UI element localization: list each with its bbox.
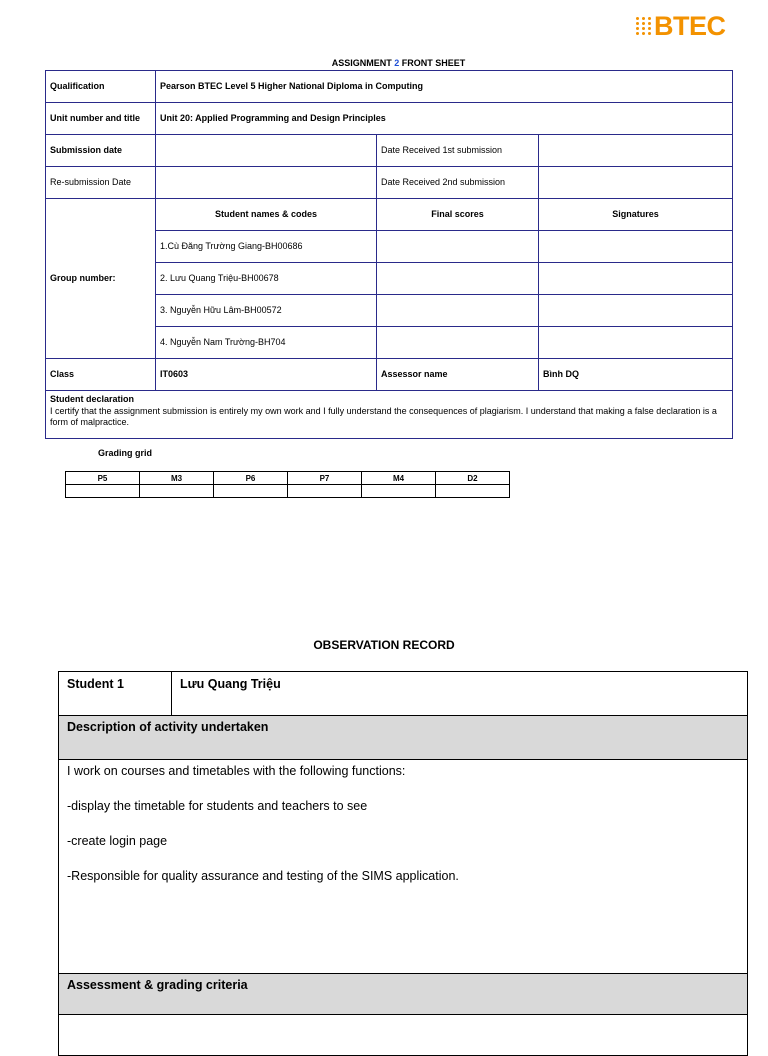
date-received-2-label: Date Received 2nd submission bbox=[377, 167, 539, 199]
grade-criterion: P6 bbox=[214, 472, 288, 485]
activity-label: Description of activity undertaken bbox=[59, 716, 748, 760]
activity-line: -Responsible for quality assurance and testing of the SIMS application. bbox=[67, 869, 459, 883]
student-name: 4. Nguyễn Nam Trường-BH704 bbox=[156, 327, 377, 359]
assessor-label: Assessor name bbox=[377, 359, 539, 391]
front-sheet-title bbox=[0, 58, 768, 68]
title-suffix: FRONT SHEET bbox=[399, 58, 466, 68]
student-score-field[interactable] bbox=[377, 295, 539, 327]
date-received-1-label: Date Received 1st submission bbox=[377, 135, 539, 167]
student-name: 1.Cù Đăng Trường Giang-BH00686 bbox=[156, 231, 377, 263]
btec-logo bbox=[636, 8, 736, 44]
qualification-value: Pearson BTEC Level 5 Higher National Diploma in Computing bbox=[156, 71, 733, 103]
student-signature-field[interactable] bbox=[539, 231, 733, 263]
grade-criterion: D2 bbox=[436, 472, 510, 485]
grading-grid-header-row bbox=[66, 472, 510, 485]
assessor-value: Bình DQ bbox=[539, 359, 733, 391]
student-score-field[interactable] bbox=[377, 231, 539, 263]
student-score-field[interactable] bbox=[377, 327, 539, 359]
signatures-column-header: Signatures bbox=[539, 199, 733, 231]
resubmission-date-label: Re-submission Date bbox=[46, 167, 156, 199]
unit-row bbox=[46, 103, 733, 135]
grade-criterion: M3 bbox=[140, 472, 214, 485]
observation-student-row bbox=[59, 672, 748, 716]
activity-body-row bbox=[59, 760, 748, 974]
activity-line: -display the timetable for students and teachers to see bbox=[67, 799, 368, 813]
declaration-text: I certify that the assignment submission is entirely my own work and I fully understand the consequences of plagiarism. I understand that making a false declaration is a form of malpractice. bbox=[50, 406, 717, 427]
qualification-row bbox=[46, 71, 733, 103]
grade-criterion: P7 bbox=[288, 472, 362, 485]
grade-criterion: M4 bbox=[362, 472, 436, 485]
grading-grid-value-row bbox=[66, 485, 510, 498]
student-signature-field[interactable] bbox=[539, 327, 733, 359]
grade-cell[interactable] bbox=[288, 485, 362, 498]
scores-column-header: Final scores bbox=[377, 199, 539, 231]
resubmission-row bbox=[46, 167, 733, 199]
date-received-1-field[interactable] bbox=[539, 135, 733, 167]
grade-cell[interactable] bbox=[66, 485, 140, 498]
class-value: IT0603 bbox=[156, 359, 377, 391]
logo-dots-icon bbox=[636, 17, 652, 35]
unit-value: Unit 20: Applied Programming and Design Principles bbox=[156, 103, 733, 135]
grading-grid-label: Grading grid bbox=[98, 448, 152, 458]
observation-title: OBSERVATION RECORD bbox=[313, 638, 455, 652]
date-received-2-field[interactable] bbox=[539, 167, 733, 199]
student-label: Student 1 bbox=[59, 672, 172, 716]
student-signature-field[interactable] bbox=[539, 295, 733, 327]
class-label: Class bbox=[46, 359, 156, 391]
title-number: 2 bbox=[394, 58, 400, 68]
criteria-header-row bbox=[59, 974, 748, 1015]
student-name-value: Lưu Quang Triệu bbox=[172, 672, 748, 716]
group-number-label: Group number: bbox=[46, 199, 156, 359]
grade-cell[interactable] bbox=[140, 485, 214, 498]
grade-cell[interactable] bbox=[214, 485, 288, 498]
declaration-row bbox=[46, 391, 733, 439]
group-header-row bbox=[46, 199, 733, 231]
submission-row bbox=[46, 135, 733, 167]
unit-label: Unit number and title bbox=[46, 103, 156, 135]
grading-grid bbox=[65, 471, 510, 498]
criteria-label: Assessment & grading criteria bbox=[59, 974, 748, 1015]
logo-text: BTEC bbox=[654, 10, 726, 41]
submission-date-field[interactable] bbox=[156, 135, 377, 167]
class-row bbox=[46, 359, 733, 391]
resubmission-date-field[interactable] bbox=[156, 167, 377, 199]
criteria-body[interactable] bbox=[59, 1015, 748, 1056]
grade-cell[interactable] bbox=[362, 485, 436, 498]
criteria-body-row bbox=[59, 1015, 748, 1056]
declaration-label: Student declaration bbox=[50, 394, 135, 404]
student-signature-field[interactable] bbox=[539, 263, 733, 295]
grade-cell[interactable] bbox=[436, 485, 510, 498]
title-prefix: ASSIGNMENT bbox=[331, 58, 395, 68]
student-name: 3. Nguyễn Hữu Lâm-BH00572 bbox=[156, 295, 377, 327]
submission-date-label: Submission date bbox=[46, 135, 156, 167]
student-score-field[interactable] bbox=[377, 263, 539, 295]
student-name: 2. Lưu Quang Triệu-BH00678 bbox=[156, 263, 377, 295]
front-sheet-table bbox=[45, 70, 733, 439]
students-column-header: Student names & codes bbox=[156, 199, 377, 231]
activity-line: -create login page bbox=[67, 834, 168, 848]
activity-description bbox=[59, 760, 748, 974]
observation-table bbox=[58, 671, 748, 1056]
activity-line: I work on courses and timetables with the following functions: bbox=[67, 764, 406, 778]
grade-criterion: P5 bbox=[66, 472, 140, 485]
activity-header-row bbox=[59, 716, 748, 760]
qualification-label: Qualification bbox=[46, 71, 156, 103]
declaration-cell bbox=[46, 391, 733, 439]
